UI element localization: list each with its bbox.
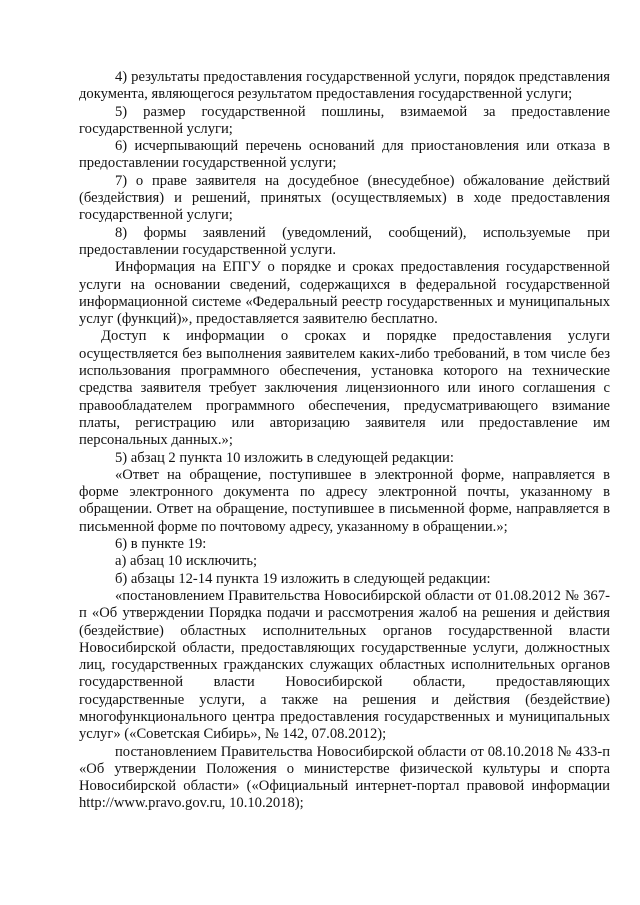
paragraph-point-19: 6) в пункте 19: [115, 536, 207, 553]
paragraph-amend-point-10: 5) абзац 2 пункта 10 изложить в следующей редакции: [115, 449, 454, 466]
document-page [79, 69, 610, 813]
paragraph-subpoint-a: а) абзац 10 исключить; [115, 553, 258, 570]
paragraph-item-7: 7) о праве заявителя на досудебное (внесудебное) обжалование действий (бездействия) и решений, принятых (осуществляемых) в ходе предоставления государственной услуги; [79, 172, 610, 224]
paragraph-item-6: 6) исчерпывающий перечень оснований для приостановления или отказа в предоставлении государственной услуги; [79, 138, 610, 172]
paragraph-access-info: Доступ к информации о сроках и порядке предоставления услуги осуществляется без выполнения заявителем каких-либо требований, в том числе без использования программного обеспечения, установка которого на технические средства заявителя требует заключения лицензионного или иного соглашения с правообладателем программного обеспечения, предусматривающего взимание платы, регистрацию или авторизацию заявителя или предоставление им персональных данных.»; [79, 328, 610, 449]
paragraph-epgu-info: Информация на ЕПГУ о порядке и сроках предоставления государственной услуги на основании сведений, содержащихся в федеральной государственной информационной системе «Федеральный реестр государственных и муниципальных услуг (функций)», предоставляется заявителю бесплатно. [79, 259, 610, 328]
paragraph-resolution-433: постановлением Правительства Новосибирской области от 08.10.2018 № 433-п «Об утверждении Положения о министерстве физической культуры и спорта Новосибирской области» («Официальный интернет-портал правовой информации http://www.pravo.gov.ru, 10.10.2018); [79, 743, 610, 812]
paragraph-item-5: 5) размер государственной пошлины, взимаемой за предоставление государственной услуги; [79, 103, 610, 137]
paragraph-resolution-367: «постановлением Правительства Новосибирской области от 01.08.2012 № 367-п «Об утверждении Порядка подачи и рассмотрения жалоб на решения и действия (бездействие) областных исполнительных органов государственной власти Новосибирской области, предоставляющих государственные услуги, должностных лиц, государственных гражданских служащих областных исполнительных органов государственной власти Новосибирской области, предоставляющих государственные услуги, а также на решения и действия (бездействие) многофункционального центра предоставления государственных и муниципальных услуг» («Советская Сибирь», № 142, 07.08.2012); [79, 587, 610, 743]
paragraph-subpoint-b: б) абзацы 12-14 пункта 19 изложить в следующей редакции: [115, 570, 491, 587]
paragraph-item-8: 8) формы заявлений (уведомлений, сообщений), используемые при предоставлении государственной услуги. [79, 224, 610, 258]
paragraph-item-4: 4) результаты предоставления государственной услуги, порядок представления документа, являющегося результатом предоставления государственной услуги; [79, 69, 610, 103]
paragraph-response-text: «Ответ на обращение, поступившее в электронной форме, направляется в форме электронного документа по адресу электронной почты, указанному в обращении. Ответ на обращение, поступившее в письменной форме, направляется в письменной форме по почтовому адресу, указанному в обращении.»; [79, 466, 610, 535]
